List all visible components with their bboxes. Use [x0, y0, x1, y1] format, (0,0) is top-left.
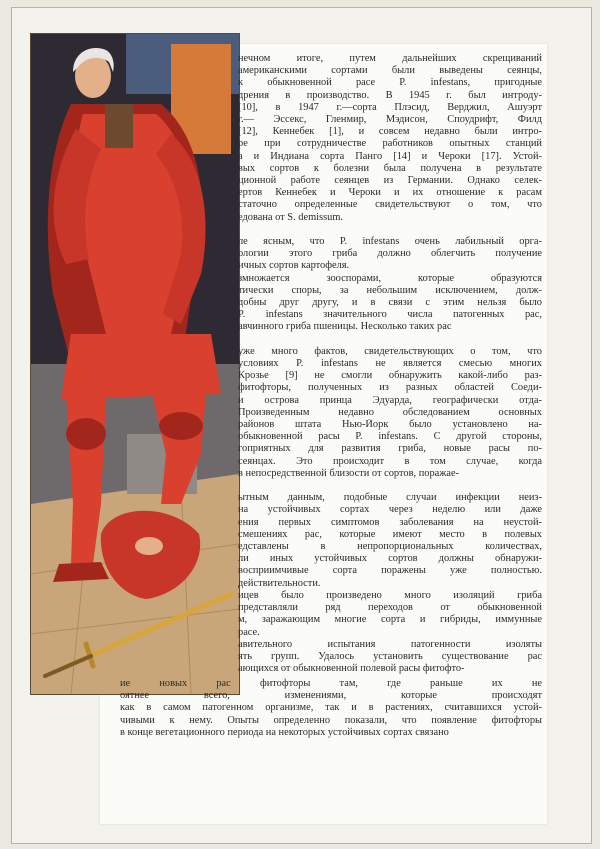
text-line: ения первых симптомов заболевания на неустой- [238, 516, 542, 528]
text-line: к обыкновенной расе P. infestans, пригодные [238, 77, 542, 89]
text-line: чивыми к нему. Опыты определенно показали, что появление фитофторы [120, 714, 542, 726]
text-line: ять групп. Удалось установить существование рас [238, 650, 542, 662]
text-line: P. infestans значительного числа патогенных рас, [238, 309, 542, 321]
text-column-upper [238, 53, 542, 693]
text-line: оятнее всего, изменениями, которые происходят [120, 690, 542, 702]
text-line: в непосредственной близости от сортов, поражае- [238, 467, 460, 479]
text-line: гоприятных для развития гриба, новые расы по- [238, 443, 542, 455]
text-line: ицев было произведено много изоляций гриба [238, 589, 542, 601]
knight-illustration [30, 33, 240, 695]
text-line: ытным данным, подобные случаи инфекции неиз- [238, 492, 542, 504]
text-line: уже много фактов, свидетельствующих о том, что [238, 345, 542, 357]
text-line: г.— Эссекс, Гленмир, Мэдисон, Споудрифт, Филд [238, 114, 542, 126]
text-line: змножается зооспорами, которые образуются [238, 272, 542, 284]
text-line: статочно определенные свидетельствуют о том, что [238, 199, 542, 211]
text-line: Крозье [9] не смогли обнаружить какой-либо раз- [238, 370, 542, 382]
text-line: в конце вегетационного периода на некоторых устойчивых сортах связано [120, 726, 449, 738]
knight-left-foot [53, 562, 109, 582]
text-line: ологии этого гриба должно облегчить получение [238, 248, 542, 260]
text-line [238, 480, 542, 492]
helmet-face [135, 537, 163, 555]
text-line: фитофторы, полученных из разных областей Соеди- [238, 382, 542, 394]
text-line: нечном итоге, путем дальнейших скрещиваний [238, 53, 542, 64]
text-line: действительности. [238, 577, 321, 589]
text-line: условиях P. infestans не является смесью многих [238, 358, 542, 370]
text-line: ичных сортов картофеля. [238, 260, 350, 272]
text-line: смешениях рас, которые имеют место в полевых [238, 528, 542, 540]
text-line: ающихся от обыкновенной полевой расы фитофто- [238, 663, 465, 675]
text-line [238, 334, 542, 346]
text-line: авительного испытания патогенности изоляты [238, 638, 542, 650]
text-line: едована от S. demissum. [238, 211, 344, 223]
text-line: расе. [238, 626, 260, 638]
text-line: тически споры, за небольшим исключением, долж- [238, 284, 542, 296]
knight-knee [66, 418, 106, 450]
text-line: районов штата Нью-Йорк было установлено на- [238, 419, 542, 431]
knight-pouch [105, 104, 133, 148]
text-line: вых сортов к болезни была получена в результате [238, 162, 542, 174]
text-line: авчинного гриба пшеницы. Несколько таких рас [238, 321, 452, 333]
text-line: [12], Кеннебек [1], и совсем недавно были интро- [238, 126, 542, 138]
text-line: ли иных устойчивых сортов должны обнаружи- [238, 553, 542, 565]
text-line: ертов Кеннебек и Чероки и их отношение к расам [238, 187, 542, 199]
text-line: ционной работе сеянцев из Германии. Однако селек- [238, 175, 542, 187]
text-line [238, 224, 542, 236]
text-line: восприимчивые сорта поражены уже полностью. [238, 565, 542, 577]
text-line: ре при сотрудничестве работников опытных станций [238, 138, 542, 150]
text-line: дрения в производство. В 1945 г. был интроду- [238, 89, 542, 101]
text-line: обыкновенной расы P. infestans. С другой стороны, [238, 431, 542, 443]
text-line: представляли ряд переходов от обыкновенной [238, 602, 542, 614]
text-line: сеянцах. Это происходит в том случае, когда [238, 455, 542, 467]
text-line: м, заражающим многие сорта и гибриды, иммунные [238, 614, 542, 626]
knight-hips [61, 334, 221, 399]
text-line: ие новых рас фитофторы там, где раньше их не [120, 678, 542, 689]
text-line: Произведенным недавно обследованием основных [238, 406, 542, 418]
text-line: ле ясным, что P. infestans очень лабильный орга- [238, 236, 542, 248]
knight-knee [159, 412, 203, 440]
text-line: едставлены в непропорциональных количествах, [238, 541, 542, 553]
text-line: американскими сортами были выведены сеянцы, [238, 65, 542, 77]
text-line: и острова принца Эдуарда, географически отда- [238, 394, 542, 406]
text-line: [10], в 1947 г.—сорта Плэсид, Верджил, Ашуэрт [238, 101, 542, 113]
text-line: как в самом патогенном организме, так и в растениях, считавшихся устой- [120, 702, 542, 714]
text-line: а и Индиана сорта Панго [14] и Чероки [17]. Устой- [238, 150, 542, 162]
text-column-lower [120, 678, 542, 748]
text-line: на устойчивых сортах через неделю или даже [238, 504, 542, 516]
text-line: добны друг другу, и в связи с этим нельзя было [238, 297, 542, 309]
